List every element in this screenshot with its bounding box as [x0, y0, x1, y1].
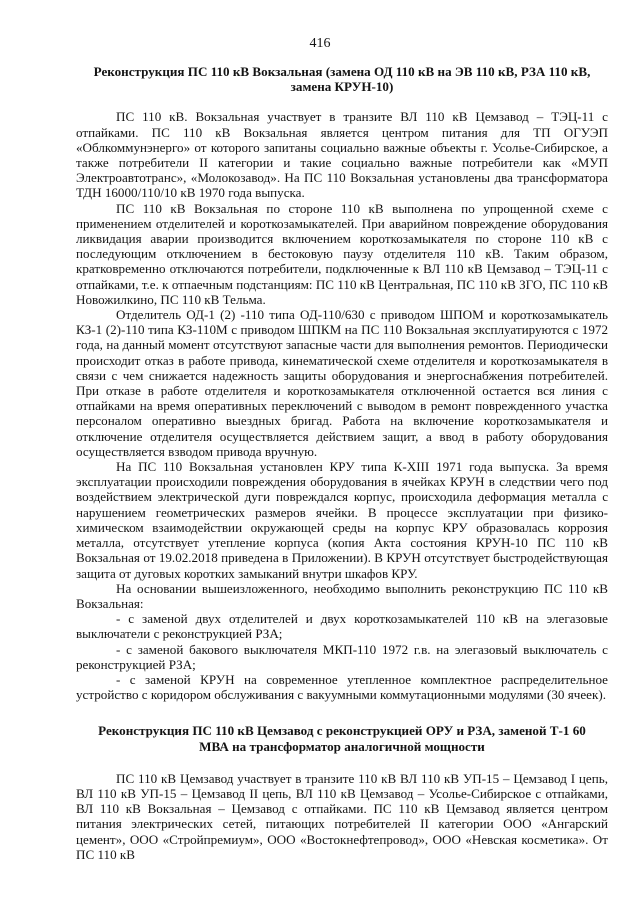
- list-item: - с заменой КРУН на современное утепленное комплектное распределительное устройство с коридором обслуживания с вакуумными коммутационными модулями (30 ячеек).: [76, 671, 608, 703]
- list-item: - с заменой бакового выключателя МКП-110 1972 г.в. на элегазовый выключатель с реконструкцией РЗА;: [76, 641, 608, 672]
- paragraph: На ПС 110 Вокзальная установлен КРУ типа К-XIII 1971 года выпуска. За время эксплуатации происходили повреждения оборудования в ячейках КРУН в следствии чего под воздействием электрической дуги повреждался корпус, происходила деформация металла с нарушением геометрических размеров ячейки. В процессе эксплуатации при физико-химическом взаимодействии окружающей среды на корпус КРУ образовалась коррозия металла, отсутствует утепление корпуса (копия Акта состояния КРУН-10 ПС 110 кВ Вокзальная от 19.02.2018 приведена в Приложении). В КРУН отсутствует быстродействующая защита от дуговых коротких замыканий внутри шкафов КРУ.: [76, 459, 608, 581]
- paragraph: Отделитель ОД-1 (2) -110 типа ОД-110/630 с приводом ШПОМ и короткозамыкатель КЗ-1 (2)-110 типа КЗ-110М с приводом ШПКМ на ПС 110 Вокзальная эксплуатируются с 1972 года, на данный момент отсутствуют запасные части для выполнения ремонтов. Периодически происходит отказ в работе привода, кинематической схеме отделителя и короткозамыкателя в связи с чем снижается надежность защиты оборудования и энергоснабжения потребителей. При отказе в работе отделителя и короткозамыкателя отключенной остается вся линия с отпайками на время оперативных переключений с выводом в ремонт поврежденного участка персоналом оперативно выездных бригад. Работа на включение короткозамыкателя и отключение отделителя осуществляется действием защит, а ввод в работу оборудования осуществляется взводом привода вручную.: [76, 307, 608, 459]
- paragraph: На основании вышеизложенного, необходимо выполнить реконструкцию ПС 110 кВ Вокзальная:: [76, 580, 608, 611]
- page-content: [76, 64, 608, 862]
- section-heading-cemzavod: Реконструкция ПС 110 кВ Цемзавод с реконструкцией ОРУ и РЗА, заменой Т-1 60 МВА на трансформатор аналогичной мощности: [98, 723, 586, 754]
- page-number: 416: [309, 36, 331, 51]
- section-heading-vokzalnaya: Реконструкция ПС 110 кВ Вокзальная (замена ОД 110 кВ на ЭВ 110 кВ, РЗА 110 кВ, замена КРУН-10): [93, 64, 591, 95]
- paragraph: ПС 110 кВ Цемзавод участвует в транзите 110 кВ ВЛ 110 кВ УП-15 – Цемзавод I цепь, ВЛ 110 кВ УП-15 – Цемзавод II цепь, ВЛ 110 кВ Цемзавод – Усолье-Сибирское с отпайками, ВЛ 110 кВ Вокзальная – Цемзавод с отпайками. ПС 110 кВ Цемзавод является центром питания электрических сетей, питающих потребителей II категории ООО «Ангарский цемент», ООО «Стройпремиум», ООО «Востокнефтепровод», ООО «Невская косметика». От ПС 110 кВ: [76, 770, 608, 862]
- paragraph: ПС 110 кВ. Вокзальная участвует в транзите ВЛ 110 кВ Цемзавод – ТЭЦ-11 с отпайками. ПС 110 кВ Вокзальная является центром питания для ТП ОГУЭП «Облкоммунэнерго» от которого запитаны социально важные объекты г. Усолье-Сибирское, а также потребители II категории и такие социально важные потребители как «МУП Электроавтотранс», «Молокозавод». На ПС 110 Вокзальная установлены два трансформатора ТДН 16000/110/10 кВ 1970 года выпуска.: [76, 109, 608, 201]
- list-item: - с заменой двух отделителей и двух короткозамыкателей 110 кВ на элегазовые выключатели с реконструкцией РЗА;: [76, 611, 608, 642]
- paragraph: ПС 110 кВ Вокзальная по стороне 110 кВ выполнена по упрощенной схеме с применением отделителей и короткозамыкателей. При аварийном повреждение оборудования ликвидация аварии производится включением короткозамыкателя по стороне 110 кВ с последующим отключением в бестоковую паузу отделителя 110 кВ. Таким образом, кратковременно отключаются потребители, подключенные к ВЛ 110 кВ Цемзавод – ТЭЦ-11 с отпайками, т.е. к отпаечным подстанциям: ПС 110 кВ Центральная, ПС 110 кВ ЗГО, ПС 110 кВ Новожилкино, ПС 110 кВ Тельма.: [76, 200, 608, 307]
